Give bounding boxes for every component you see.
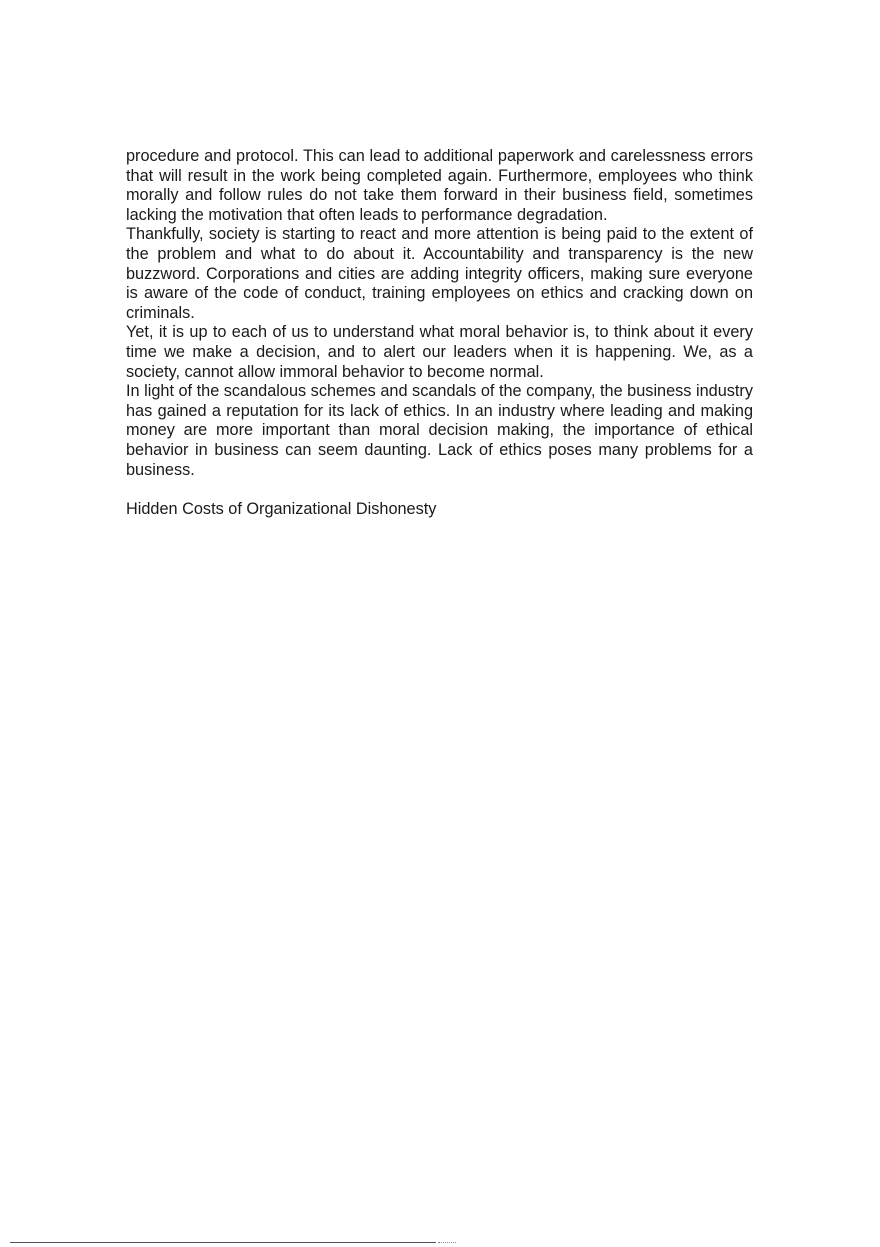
paragraph-moral-behavior: Yet, it is up to each of us to understand what moral behavior is, to think about it every time we make a decision, and to alert our leaders when it is happening. We, as a society, cannot allow immoral behavior to become normal.	[126, 323, 753, 381]
footer-rule	[10, 1242, 436, 1243]
document-body	[126, 147, 753, 520]
paragraph-society-reacts: Thankfully, society is starting to react and more attention is being paid to the extent of the problem and what to do about it. Accountability and transparency is the new buzzword. Corporations and cities are adding integrity officers, making sure everyone is aware of the code of conduct, training employees on ethics and cracking down on criminals.	[126, 225, 753, 322]
section-heading: Hidden Costs of Organizational Dishonesty	[126, 500, 437, 519]
paragraph-procedure: procedure and protocol. This can lead to additional paperwork and carelessness errors that will result in the work being completed again. Furthermore, employees who think morally and follow rules do not take them forward in their business field, sometimes lacking the motivation that often leads to performance degradation.	[126, 147, 753, 224]
footer-rule-tail	[438, 1242, 456, 1243]
paragraph-business-ethics: In light of the scandalous schemes and scandals of the company, the business industry has gained a reputation for its lack of ethics. In an industry where leading and making money are more important than moral decision making, the importance of ethical behavior in business can seem daunting. Lack of ethics poses many problems for a business.	[126, 382, 753, 479]
